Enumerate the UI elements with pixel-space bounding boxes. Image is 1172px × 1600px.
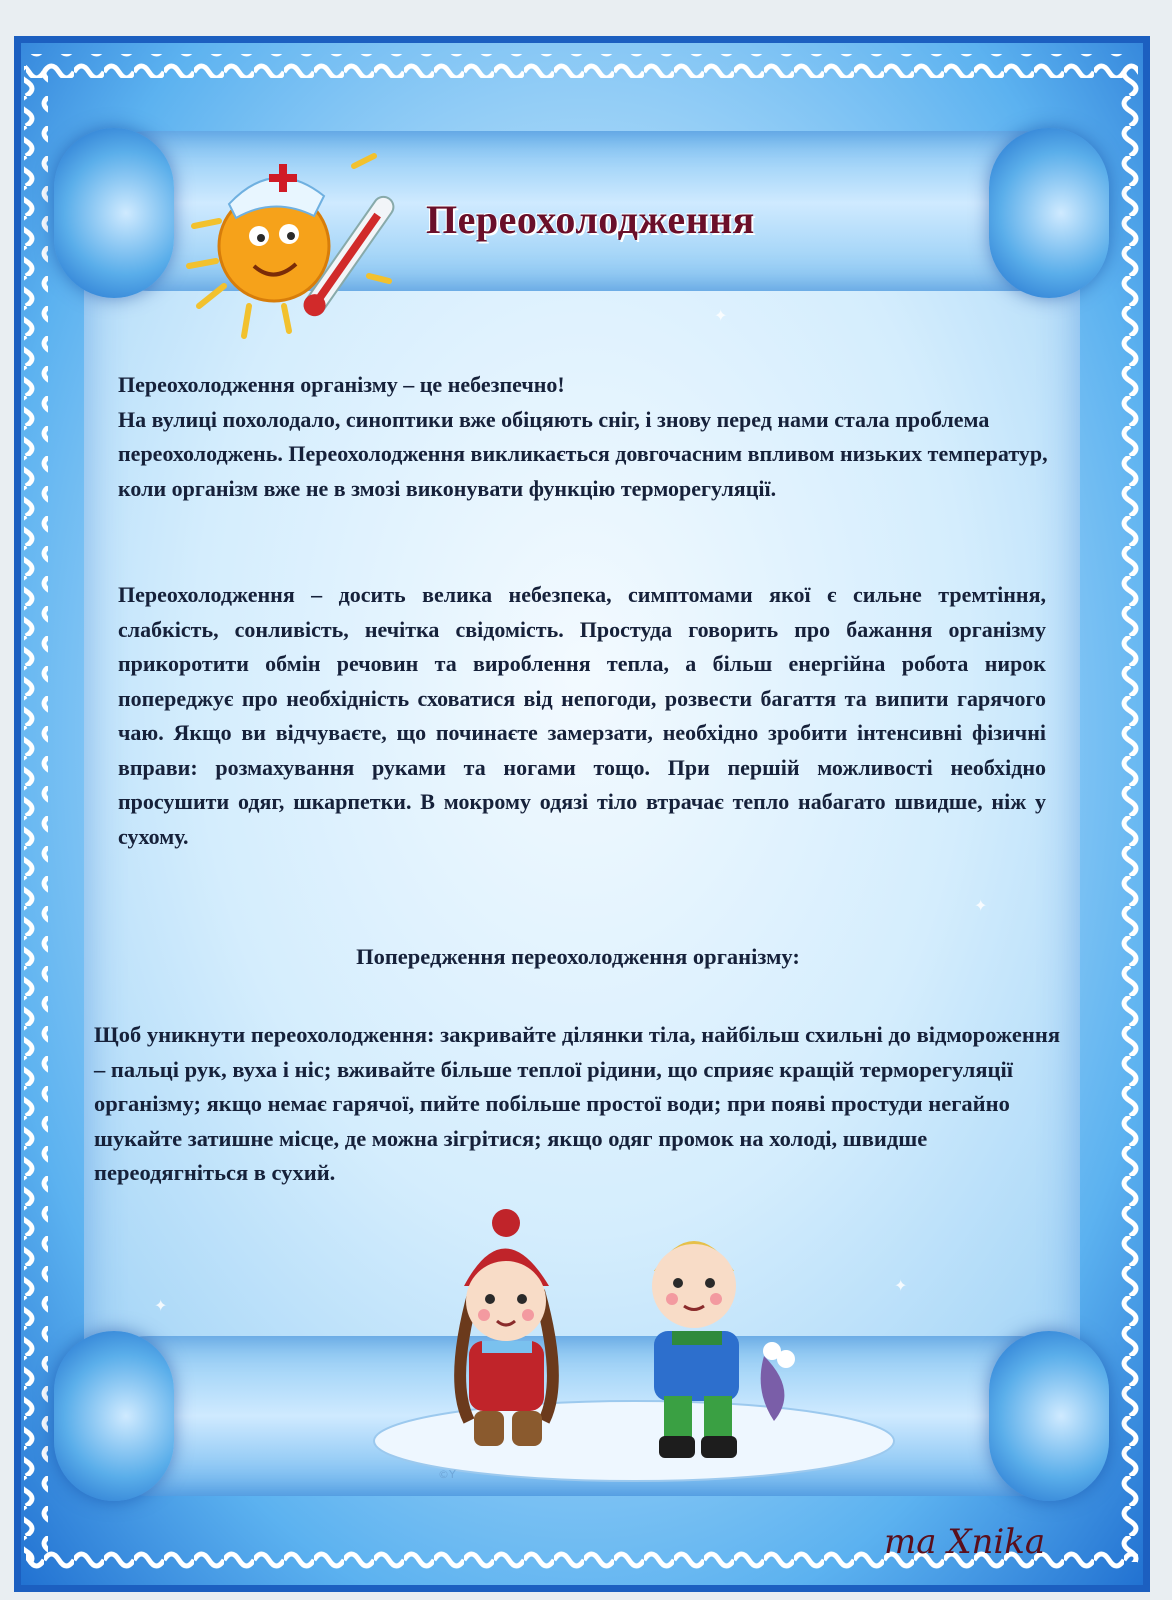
winter-kids-illustration xyxy=(354,1191,914,1491)
symptoms-paragraph xyxy=(118,578,1046,854)
copyright-mark: ©Y xyxy=(438,1468,456,1481)
poster-title: Переохолодження xyxy=(426,197,755,242)
scroll-right-curl-top xyxy=(989,128,1109,298)
scroll-left-curl-top xyxy=(54,128,174,298)
sparkle-icon: ✦ xyxy=(154,1298,168,1315)
symptoms-lead-word: Переохолодження xyxy=(118,582,295,607)
sun-doctor-mascot-icon xyxy=(174,126,434,366)
sparkle-icon: ✦ xyxy=(894,1278,908,1295)
poster xyxy=(14,36,1150,1592)
scroll-left-curl-bottom xyxy=(54,1331,174,1501)
sparkle-icon: ✦ xyxy=(714,308,728,325)
author-signature: ma Xnika xyxy=(884,1522,1046,1562)
prevention-paragraph: Щоб уникнути переохолодження: закривайте ділянки тіла, найбільш схильні до відмороження – пальці рук, вуха і ніс; вживайте більше теплої рідини, що сприяє кращій терморегуляції організму; якщо немає гарячої, пийте побільше простої води; при появі простуди негайно шукайте затишне місце, де можна зігрітися; якщо одяг промок на холоді, швидше переодягніться в сухий. xyxy=(94,1022,1060,1185)
intro-paragraph xyxy=(118,368,1058,506)
intro-lead-heading: Переохолодження організму – це небезпечно! xyxy=(118,372,565,397)
intro-body-text: На вулиці похолодало, синоптики вже обіцяють сніг, і знову перед нами стала проблема переохолоджень. Переохолодження викликається довгочасним впливом низьких температур, коли організм вже не в змозі виконувати функцію терморегуляції. xyxy=(118,406,1048,501)
prevention-heading: Попередження переохолодження організму: xyxy=(356,944,800,969)
symptoms-body-text: – досить велика небезпека, симптомами якої є сильне тремтіння, слабкість, сонливість, нечітка свідомість. Простуда говорить про бажання організму прикоротити обмін речовин та вироблення тепла, а більш енергійна робота нирок попереджує про необхідність сховатися від непогоди, розвести багаття та випити гарячого чаю. Якщо ви відчуваєте, що починаєте замерзати, необхідно зробити інтенсивні фізичні вправи: розмахування руками та ногами тощо. При першій можливості необхідно просушити одяг, шкарпетки. В мокрому одязі тіло втрачає тепло набагато швидше, ніж у сухому. xyxy=(118,582,1046,849)
sparkle-icon: ✦ xyxy=(974,898,988,915)
scroll-right-curl-bottom xyxy=(989,1331,1109,1501)
